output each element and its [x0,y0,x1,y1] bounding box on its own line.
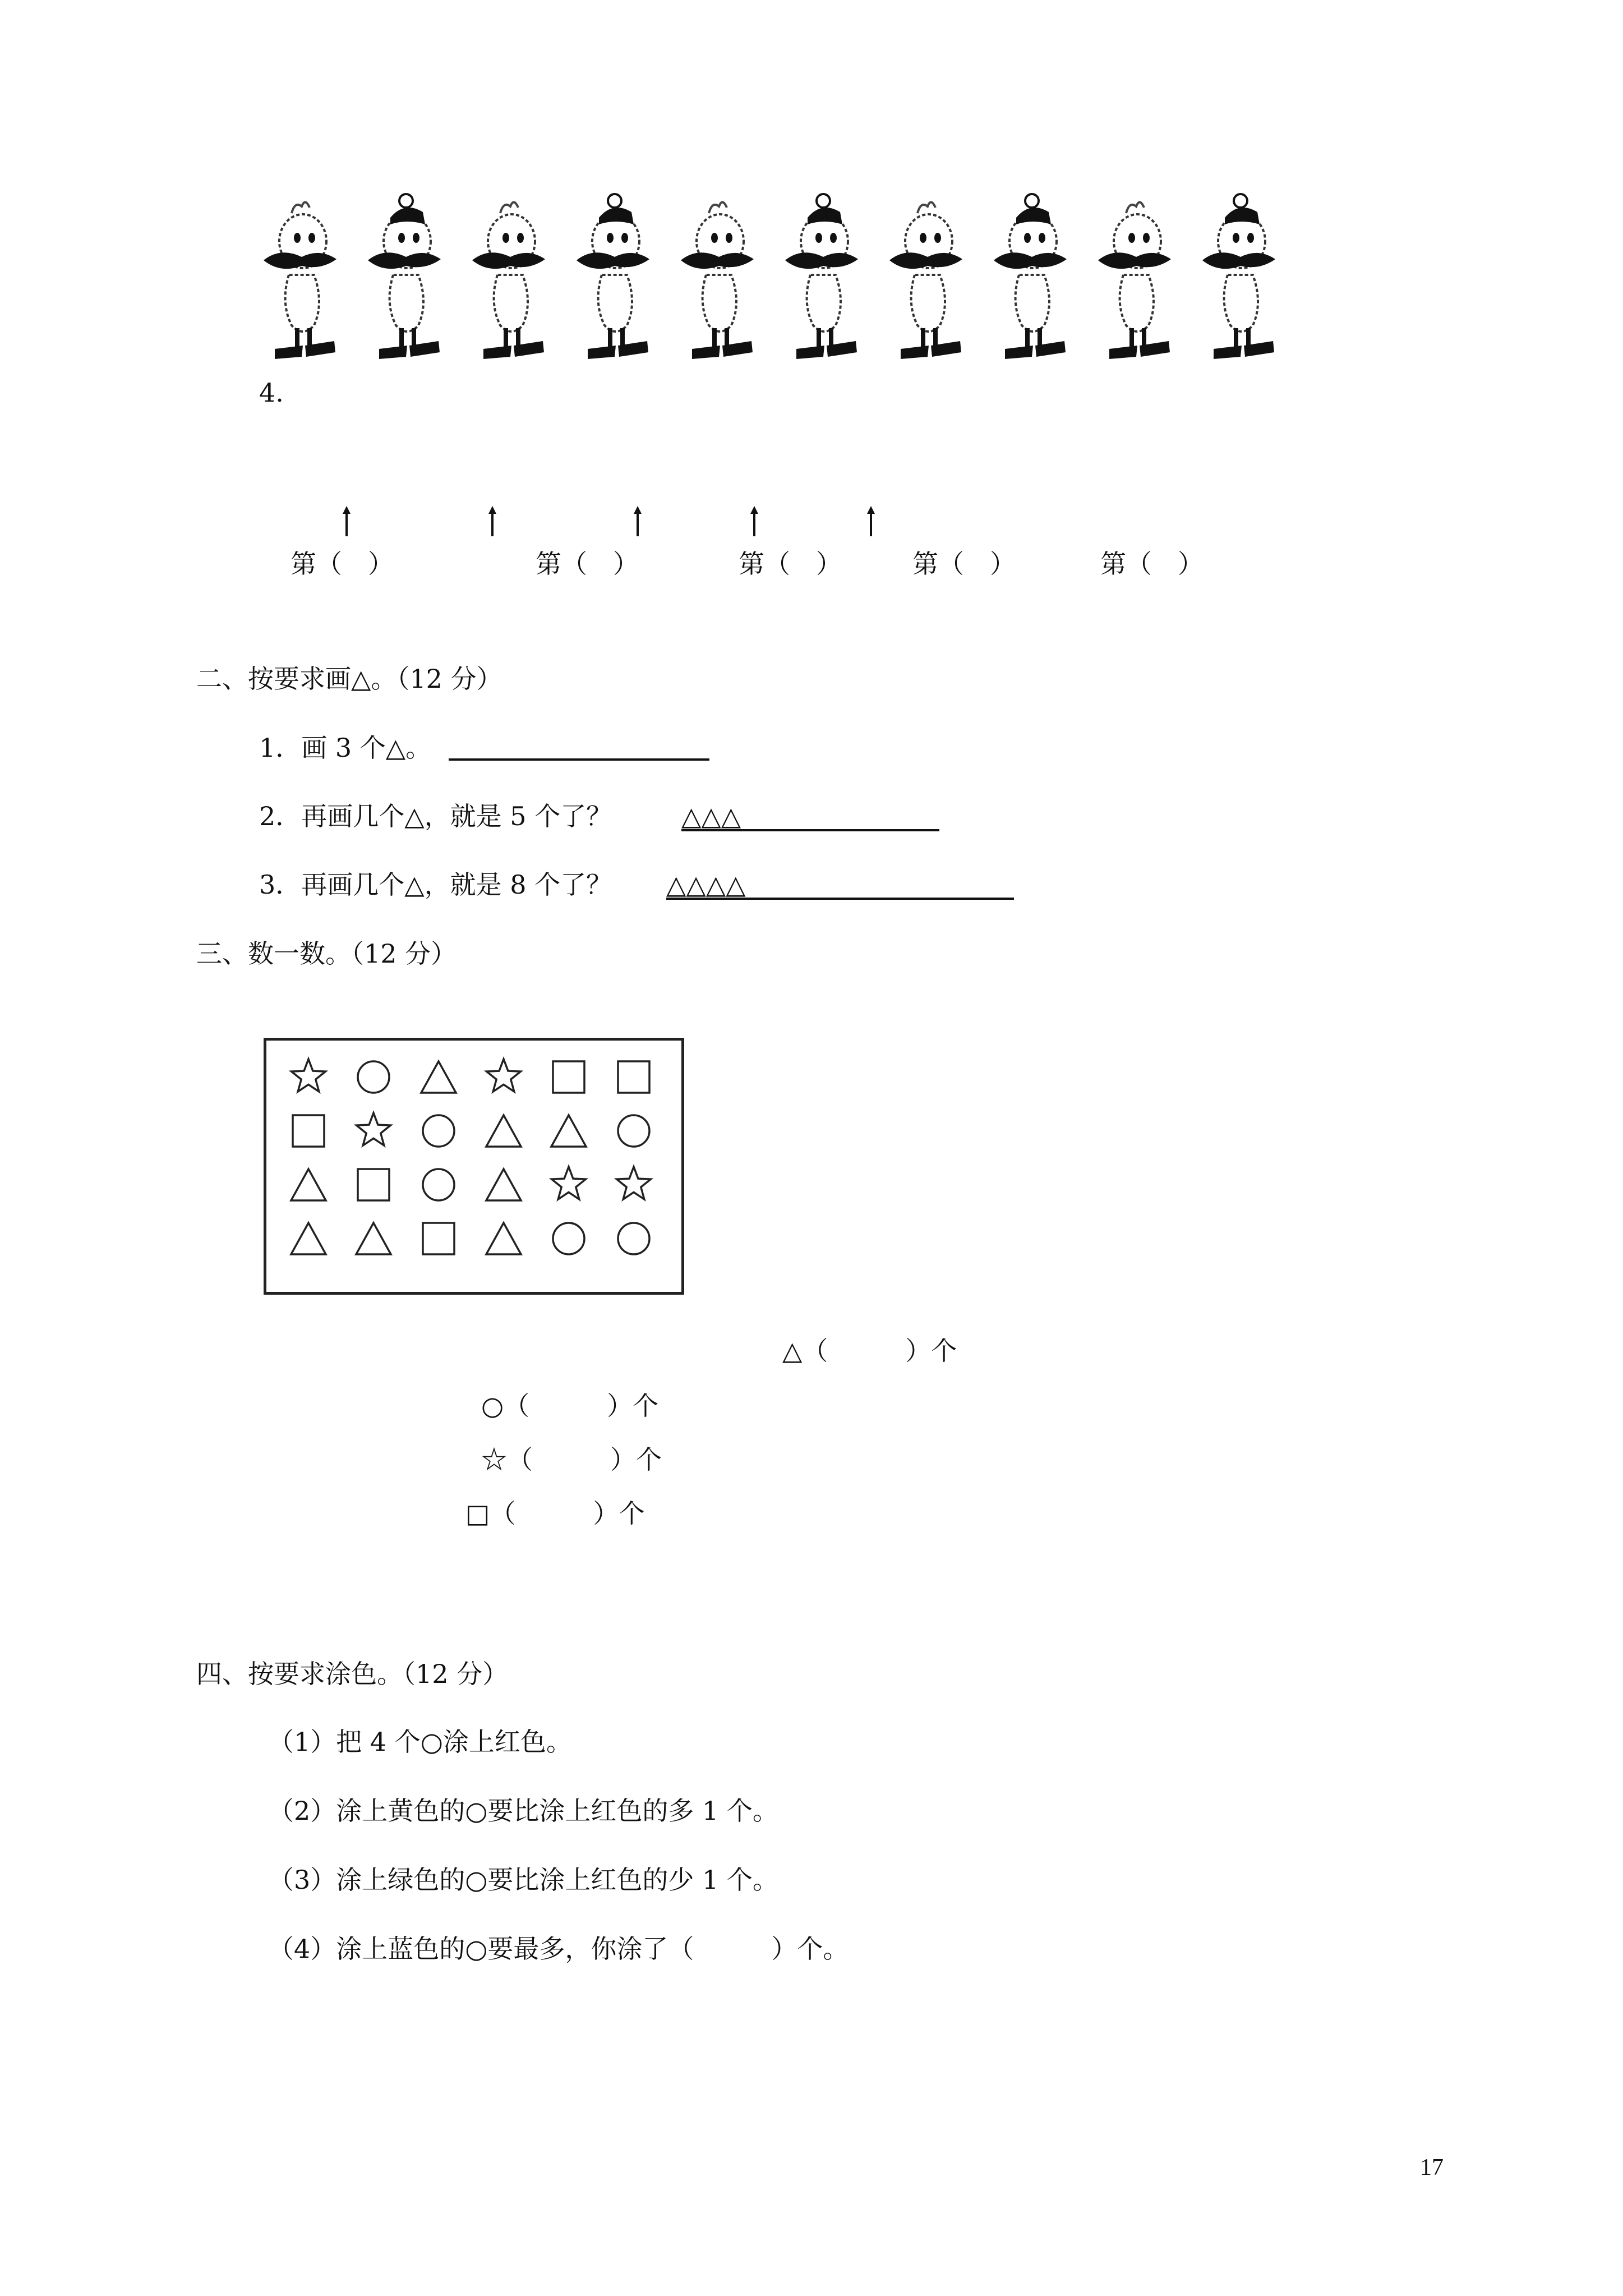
circle-shape [423,1115,454,1147]
section-3-heading: 三、数一数。（12 分） [196,938,457,969]
star-shape [487,1059,521,1092]
answer-line [681,829,939,831]
section-2-q2: 2．再画几个△，就是 5 个了？ [259,801,612,831]
square-shape [423,1223,454,1254]
triangle-shape [486,1115,521,1147]
count-star: ☆（ ）个 [481,1444,662,1475]
duck-icon [1092,191,1177,370]
star-shape [552,1167,586,1199]
arrow-icon [481,505,504,539]
ducks-row [258,191,1301,370]
ordinal-blank: 第（ ） [291,549,394,579]
triangle-shape [551,1115,586,1147]
star-shape [357,1113,391,1145]
count-triangle: △（ ）个 [782,1336,957,1366]
triangle-shape [486,1169,521,1200]
square-shape [293,1115,324,1147]
duck-icon [675,191,759,370]
ordinal-blank: 第（ ） [1100,549,1204,579]
circle-shape [618,1115,649,1147]
circle-shape [358,1061,389,1093]
section-2-heading: 二、按要求画△。（12 分） [196,664,502,694]
answer-line [449,758,709,761]
duck-with-cap-icon [1197,191,1281,370]
triangle-shape [356,1223,391,1254]
duck-with-cap-icon [780,191,864,370]
arrow-icon [743,505,766,539]
arrow-icon [860,505,882,539]
item-number-4: 4. [259,378,284,408]
coloring-item-1: （1）把 4 个○涂上红色。 [268,1727,572,1757]
circle-shape [553,1223,584,1254]
shape-grid-box [264,1038,684,1295]
triangle-shape [291,1169,326,1200]
triangle-shape [421,1061,456,1093]
coloring-item-3: （3）涂上绿色的○要比涂上红色的少 1 个。 [268,1865,778,1895]
duck-icon [884,191,968,370]
square-shape [553,1061,584,1093]
duck-icon [258,191,342,370]
ordinal-blank: 第（ ） [912,549,1016,579]
q3-given-triangles: △△△△ [666,869,746,900]
triangle-shape [486,1223,521,1254]
section-2-q1: 1．画 3 个△。 [259,733,432,763]
count-circle: ○（ ）个 [481,1391,659,1421]
duck-with-cap-icon [988,191,1072,370]
shape-grid [266,1041,681,1292]
coloring-item-4: （4）涂上蓝色的○要最多，你涂了（ ）个。 [268,1934,849,1964]
duck-with-cap-icon [362,191,446,370]
arrow-icon [335,505,358,539]
ordinal-blank: 第（ ） [536,549,639,579]
count-square: □（ ）个 [465,1498,645,1529]
triangle-shape [291,1223,326,1254]
duck-icon [467,191,551,370]
square-shape [618,1061,649,1093]
section-2-q3: 3．再画几个△，就是 8 个了？ [259,869,612,900]
square-shape [358,1169,389,1200]
ordinal-blank: 第（ ） [739,549,842,579]
arrow-icon [626,505,649,539]
star-shape [617,1167,651,1199]
circle-shape [618,1223,649,1254]
coloring-item-2: （2）涂上黄色的○要比涂上红色的多 1 个。 [268,1796,778,1826]
duck-with-cap-icon [571,191,655,370]
circle-shape [423,1169,454,1200]
q2-given-triangles: △△△ [681,801,741,831]
answer-line [666,898,1014,900]
page-number: 17 [1420,2155,1444,2180]
section-4-heading: 四、按要求涂色。（12 分） [196,1659,509,1689]
star-shape [292,1059,326,1092]
